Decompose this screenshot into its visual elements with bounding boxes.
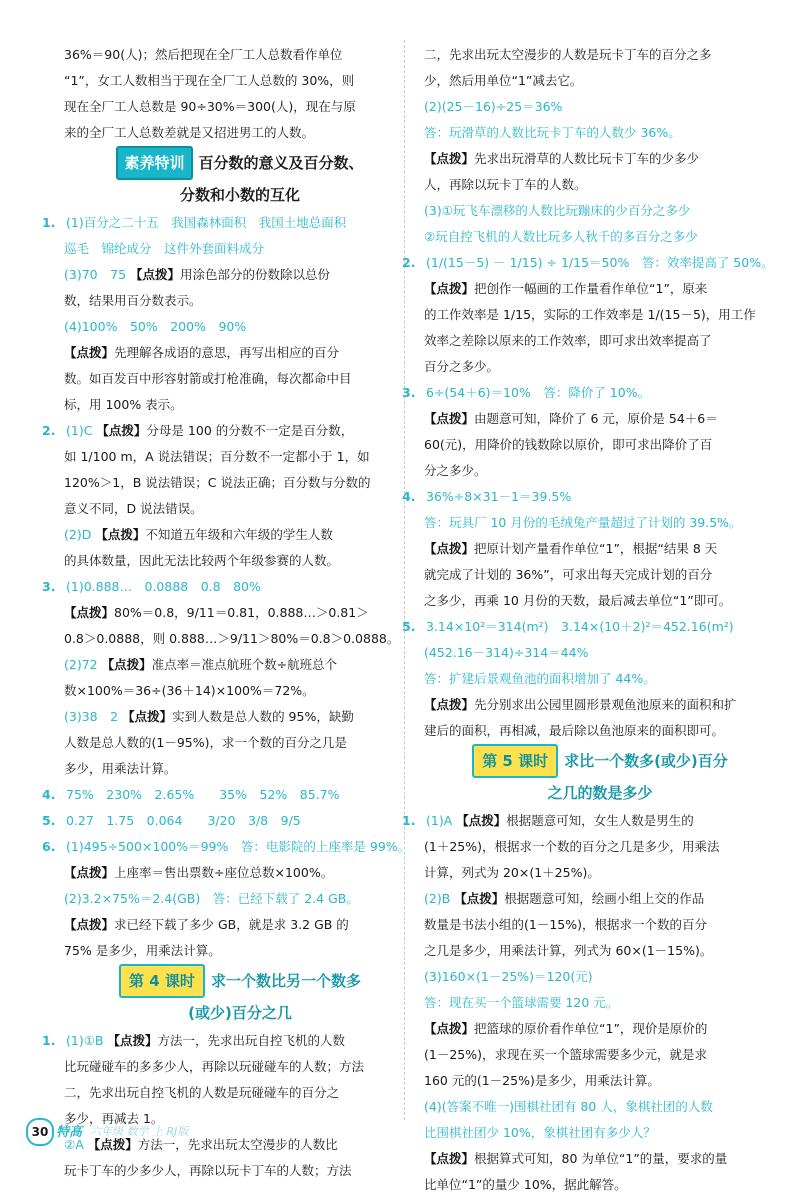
text-line xyxy=(64,678,416,704)
hint-label: 【点拨】 xyxy=(454,891,505,906)
right-column xyxy=(402,42,776,1198)
hint-label: 【点拨】 xyxy=(424,411,475,426)
answer-text: (2)(25－16)÷25＝36% xyxy=(424,99,563,114)
left-column xyxy=(42,42,416,1184)
text-line xyxy=(424,172,776,198)
text-line xyxy=(424,1016,776,1042)
body-text: “1”，女工人数相当于现在全厂工人总数的 30%，则 xyxy=(64,73,355,88)
text-line xyxy=(424,120,776,146)
text-line xyxy=(424,588,776,614)
text-line xyxy=(424,302,776,328)
hint-label: 【点拨】 xyxy=(424,151,475,166)
text-line xyxy=(424,1146,776,1172)
section-badge: 第 5 课时 xyxy=(472,744,558,778)
text-line xyxy=(64,548,416,574)
body-text: (1＋25%)，根据求一个数的百分之几是多少，用乘法 xyxy=(424,839,720,854)
body-text: 的工作效率是 1/15，实际的工作效率是 1/(15－5)，用工作 xyxy=(424,307,756,322)
body-text: 的具体数量，因此无法比较两个年级参赛的人数。 xyxy=(64,553,340,568)
answer-text: 0.27 1.75 0.064 3/20 3/8 9/5 xyxy=(66,813,301,828)
answer-text: (3)70 75 xyxy=(64,267,127,282)
question-number: 4. xyxy=(42,787,56,802)
question-number: 3. xyxy=(402,385,416,400)
answer-text: (1)C xyxy=(66,423,93,438)
section-title-text: 分数和小数的互化 xyxy=(179,186,300,204)
answer-text: 答：扩建后景观鱼池的面积增加了 44%。 xyxy=(424,671,656,686)
answer-text: 6÷(54＋6)＝10% 答：降价了 10%。 xyxy=(426,385,651,400)
text-line xyxy=(424,1042,776,1068)
text-line xyxy=(64,886,416,912)
body-text: 把创作一幅画的工作量看作单位“1”，原来 xyxy=(474,281,708,296)
body-text: 把原计划产量看作单位“1”，根据“结果 8 天 xyxy=(474,541,718,556)
answer-text: (4)(答案不唯一)围棋社团有 80 人，象棋社团的人数 xyxy=(424,1099,713,1114)
hint-label: 【点拨】 xyxy=(64,345,115,360)
text-line xyxy=(64,860,416,886)
text-line xyxy=(64,730,416,756)
body-text: (1－25%)，求现在买一个篮球需要多少元，就是求 xyxy=(424,1047,707,1062)
hint-label: 【点拨】 xyxy=(64,605,115,620)
question-number: 1. xyxy=(42,215,56,230)
section-title-text: 百分数的意义及百分数、 xyxy=(198,154,364,172)
body-text: 数，结果用百分数表示。 xyxy=(64,293,202,308)
text-line xyxy=(424,1120,776,1146)
section-badge: 素养特训 xyxy=(116,146,192,180)
body-text: 由题意可知，降价了 6 元，原价是 54＋6＝ xyxy=(474,411,718,426)
section-title-cont xyxy=(64,998,416,1028)
text-line xyxy=(42,834,416,860)
body-text: 意义不同，D 说法错误。 xyxy=(64,501,203,516)
body-text: 多少，再减去 1。 xyxy=(64,1111,164,1126)
question-number: 5. xyxy=(402,619,416,634)
hint-label: 【点拨】 xyxy=(122,709,173,724)
body-text: 效率之差除以原来的工作效率，即可求出效率提高了 xyxy=(424,333,712,348)
question-number: 2. xyxy=(402,255,416,270)
text-line xyxy=(64,626,416,652)
body-text: 用涂色部分的份数除以总份 xyxy=(180,267,331,282)
text-line xyxy=(64,704,416,730)
body-text: 多少，用乘法计算。 xyxy=(64,761,177,776)
body-text: 上座率＝售出票数÷座位总数×100%。 xyxy=(114,865,334,880)
answer-text: 3.14×10²＝314(m²) 3.14×(10＋2)²＝452.16(m²) xyxy=(426,619,734,634)
text-line xyxy=(424,276,776,302)
body-text: 数量是书法小组的(1－15%)，根据求一个数的百分 xyxy=(424,917,707,932)
text-line xyxy=(424,718,776,744)
text-line xyxy=(64,444,416,470)
hint-label: 【点拨】 xyxy=(87,1137,138,1152)
text-line xyxy=(424,964,776,990)
body-text: 就完成了计划的 36%”，可求出每天完成计划的百分 xyxy=(424,567,713,582)
body-text: 之几是多少，用乘法计算，列式为 60×(1－15%)。 xyxy=(424,943,713,958)
hint-label: 【点拨】 xyxy=(107,1033,158,1048)
answer-text: 答：玩滑草的人数比玩卡丁车的人数少 36%。 xyxy=(424,125,681,140)
text-line xyxy=(64,120,416,146)
answer-text: (452.16－314)÷314＝44% xyxy=(424,645,589,660)
section-title-cont xyxy=(424,778,776,808)
text-line xyxy=(424,834,776,860)
section-title-text: 求比一个数多(或少)百分 xyxy=(564,752,728,770)
body-text: 少，然后用单位“1”减去它。 xyxy=(424,73,583,88)
text-line xyxy=(424,458,776,484)
body-text: 0.8＞0.0888，则 0.888…＞9/11＞80%＝0.8＞0.0888。 xyxy=(64,631,400,646)
body-text: 分母是 100 的分数不一定是百分数， xyxy=(146,423,354,438)
hint-label: 【点拨】 xyxy=(64,917,115,932)
text-line xyxy=(64,262,416,288)
section-title xyxy=(424,744,776,778)
question-number: 3. xyxy=(42,579,56,594)
body-text: 根据题意可知，女生人数是男生的 xyxy=(506,813,694,828)
text-line xyxy=(64,652,416,678)
text-line xyxy=(424,1094,776,1120)
answer-text: ②A xyxy=(64,1137,84,1152)
text-line xyxy=(64,314,416,340)
body-text: 如 1/100 m，A 说法错误；百分数不一定都小于 1，如 xyxy=(64,449,370,464)
body-text: 分之多少。 xyxy=(424,463,487,478)
answer-text: (2)B xyxy=(424,891,451,906)
question-number: 5. xyxy=(42,813,56,828)
section-title xyxy=(64,146,416,180)
body-text: 准点率＝准点航班个数÷航班总个 xyxy=(151,657,338,672)
body-text: 先求出玩滑草的人数比玩卡丁车的少多少 xyxy=(474,151,700,166)
text-line xyxy=(42,210,416,236)
section-title-text: (或少)百分之几 xyxy=(188,1004,292,1022)
hint-label: 【点拨】 xyxy=(424,1021,475,1036)
body-text: 80%＝0.8，9/11＝0.81，0.888…＞0.81＞ xyxy=(114,605,369,620)
body-text: 现在全厂工人总数是 90÷30%＝300(人)，现在与原 xyxy=(64,99,356,114)
body-text: 根据算式可知，80 为单位“1”的量，要求的量 xyxy=(474,1151,728,1166)
body-text: 人，再除以玩卡丁车的人数。 xyxy=(424,177,587,192)
text-line xyxy=(64,366,416,392)
answer-text: (1/(15－5) － 1/15) ÷ 1/15＝50% 答：效率提高了 50%。 xyxy=(426,255,774,270)
body-text: 实到人数是总人数的 95%，缺勤 xyxy=(172,709,354,724)
body-text: 数×100%＝36÷(36＋14)×100%＝72%。 xyxy=(64,683,315,698)
body-text: 根据题意可知，绘画小组上交的作品 xyxy=(504,891,705,906)
body-text: 36%＝90(人)；然后把现在全厂工人总数看作单位 xyxy=(64,47,343,62)
hint-label: 【点拨】 xyxy=(64,865,115,880)
answer-text: (3)38 2 xyxy=(64,709,119,724)
text-line xyxy=(64,68,416,94)
text-line xyxy=(424,42,776,68)
body-text: 玩卡丁车的少多少人，再除以玩卡丁车的人数；方法 xyxy=(64,1163,352,1178)
text-line xyxy=(424,666,776,692)
body-text: 方法一，先求出玩太空漫步的人数比 xyxy=(137,1137,338,1152)
section-title-text: 求一个数比另一个数多 xyxy=(210,972,361,990)
answer-text: (2)D xyxy=(64,527,92,542)
text-line xyxy=(64,756,416,782)
text-line xyxy=(402,380,776,406)
book-info: 六年级 数学 上 RJ版 xyxy=(90,1125,189,1138)
text-line xyxy=(424,640,776,666)
text-line xyxy=(424,1172,776,1198)
body-text: 百分之多少。 xyxy=(424,359,500,374)
body-text: 方法一，先求出玩自控飞机的人数 xyxy=(157,1033,346,1048)
answer-text: 比围棋社团少 10%，象棋社团有多少人？ xyxy=(424,1125,656,1140)
text-line xyxy=(42,418,416,444)
text-line xyxy=(402,808,776,834)
question-number: 1. xyxy=(42,1033,56,1048)
hint-label: 【点拨】 xyxy=(96,423,147,438)
text-line xyxy=(424,328,776,354)
text-line xyxy=(424,938,776,964)
text-line xyxy=(424,406,776,432)
body-text: 不知道五年级和六年级的学生人数 xyxy=(145,527,333,542)
body-text: 计算，列式为 20×(1＋25%)。 xyxy=(424,865,600,880)
answer-text: 答：玩具厂 10 月份的毛绒兔产量超过了计划的 39.5%。 xyxy=(424,515,742,530)
answer-text: (1)A xyxy=(426,813,453,828)
text-line xyxy=(424,432,776,458)
body-text: 来的全厂工人总数差就是又招进男工的人数。 xyxy=(64,125,315,140)
text-line xyxy=(402,614,776,640)
text-line xyxy=(64,1080,416,1106)
body-text: 建后的面积，再相减，最后除以鱼池原来的面积即可。 xyxy=(424,723,725,738)
section-title-text: 之几的数是多少 xyxy=(547,784,653,802)
text-line xyxy=(424,510,776,536)
text-line xyxy=(424,536,776,562)
body-text: 60(元)，用降价的钱数除以原价，即可求出降价了百 xyxy=(424,437,713,452)
text-line xyxy=(424,224,776,250)
body-text: 比玩碰碰车的多多少人，再除以玩碰碰车的人数；方法 xyxy=(64,1059,365,1074)
section-badge: 第 4 课时 xyxy=(119,964,205,998)
answer-text: (2)72 xyxy=(64,657,98,672)
text-line xyxy=(42,782,416,808)
text-line xyxy=(42,1028,416,1054)
hint-label: 【点拨】 xyxy=(424,1151,475,1166)
text-line xyxy=(402,484,776,510)
body-text: 二，先求出玩太空漫步的人数是玩卡丁车的百分之多 xyxy=(424,47,712,62)
text-line xyxy=(42,574,416,600)
answer-text: (2)3.2×75%＝2.4(GB) 答：已经下载了 2.4 GB。 xyxy=(64,891,359,906)
text-line xyxy=(42,808,416,834)
answer-text: (1)①B xyxy=(66,1033,104,1048)
text-line xyxy=(424,68,776,94)
section-title-cont xyxy=(64,180,416,210)
hint-label: 【点拨】 xyxy=(424,281,475,296)
body-text: 比单位“1”的量少 10%，据此解答。 xyxy=(424,1177,627,1192)
text-line xyxy=(64,94,416,120)
text-line xyxy=(64,1158,416,1184)
text-line xyxy=(424,198,776,224)
text-line xyxy=(424,354,776,380)
body-text: 把篮球的原价看作单位“1”，现价是原价的 xyxy=(474,1021,708,1036)
body-text: 75% 是多少，用乘法计算。 xyxy=(64,943,221,958)
text-line xyxy=(64,288,416,314)
hint-label: 【点拨】 xyxy=(424,697,475,712)
question-number: 2. xyxy=(42,423,56,438)
question-number: 1. xyxy=(402,813,416,828)
body-text: 之多少，再乘 10 月份的天数，最后减去单位“1”即可。 xyxy=(424,593,732,608)
page-footer xyxy=(26,1116,286,1144)
answer-text: 答：现在买一个篮球需要 120 元。 xyxy=(424,995,619,1010)
answer-text: 巡毛 锦纶成分 这件外套面料成分 xyxy=(64,241,265,256)
brand-logo: 特高 xyxy=(56,1125,83,1140)
text-line xyxy=(424,860,776,886)
body-text: 120%＞1，B 说法错误；C 说法正确；百分数与分数的 xyxy=(64,475,371,490)
body-text: 数。如百发百中形容射箭或打枪准确，每次都命中目 xyxy=(64,371,352,386)
question-number: 4. xyxy=(402,489,416,504)
text-line xyxy=(424,886,776,912)
body-text: 求已经下载了多少 GB，就是求 3.2 GB 的 xyxy=(114,917,349,932)
text-line xyxy=(64,1054,416,1080)
answer-text: (1)0.888… 0.0888 0.8 80% xyxy=(66,579,261,594)
text-line xyxy=(424,146,776,172)
answer-text: (4)100% 50% 200% 90% xyxy=(64,319,247,334)
body-text: 标，用 100% 表示。 xyxy=(64,397,183,412)
hint-label: 【点拨】 xyxy=(456,813,507,828)
text-line xyxy=(64,912,416,938)
body-text: 160 元的(1－25%)是多少，用乘法计算。 xyxy=(424,1073,660,1088)
text-line xyxy=(424,692,776,718)
text-line xyxy=(424,990,776,1016)
answer-text: 36%÷8×31－1＝39.5% xyxy=(426,489,572,504)
text-line xyxy=(424,94,776,120)
text-line xyxy=(424,912,776,938)
text-line xyxy=(64,496,416,522)
text-line xyxy=(424,562,776,588)
text-line xyxy=(402,250,776,276)
answer-text: (1)495÷500×100%＝99% 答：电影院的上座率是 99%。 xyxy=(66,839,411,854)
answer-text: (3)①玩飞车漂移的人数比玩蹦床的少百分之多少 xyxy=(424,203,691,218)
question-number: 6. xyxy=(42,839,56,854)
body-text: 先分别求出公园里圆形景观鱼池原来的面积和扩 xyxy=(474,697,737,712)
hint-label: 【点拨】 xyxy=(130,267,181,282)
answer-text: 75% 230% 2.65% 35% 52% 85.7% xyxy=(66,787,340,802)
text-line xyxy=(64,42,416,68)
hint-label: 【点拨】 xyxy=(101,657,152,672)
body-text: 二，先求出玩自控飞机的人数是玩碰碰车的百分之 xyxy=(64,1085,340,1100)
text-line xyxy=(64,470,416,496)
text-line xyxy=(64,392,416,418)
hint-label: 【点拨】 xyxy=(95,527,146,542)
text-line xyxy=(424,1068,776,1094)
answer-text: (1)百分之二十五 我国森林面积 我国土地总面积 xyxy=(66,215,347,230)
text-line xyxy=(64,236,416,262)
text-line xyxy=(64,340,416,366)
text-line xyxy=(64,522,416,548)
body-text: 人数是总人数的(1－95%)，求一个数的百分之几是 xyxy=(64,735,347,750)
answer-text: ②玩自控飞机的人数比玩多人秋千的多百分之多少 xyxy=(424,229,698,244)
hint-label: 【点拨】 xyxy=(424,541,475,556)
text-line xyxy=(64,600,416,626)
body-text: 先理解各成语的意思，再写出相应的百分 xyxy=(114,345,340,360)
text-line xyxy=(64,938,416,964)
answer-text: (3)160×(1－25%)＝120(元) xyxy=(424,969,593,984)
page-number: 30 xyxy=(26,1118,54,1146)
section-title xyxy=(64,964,416,998)
